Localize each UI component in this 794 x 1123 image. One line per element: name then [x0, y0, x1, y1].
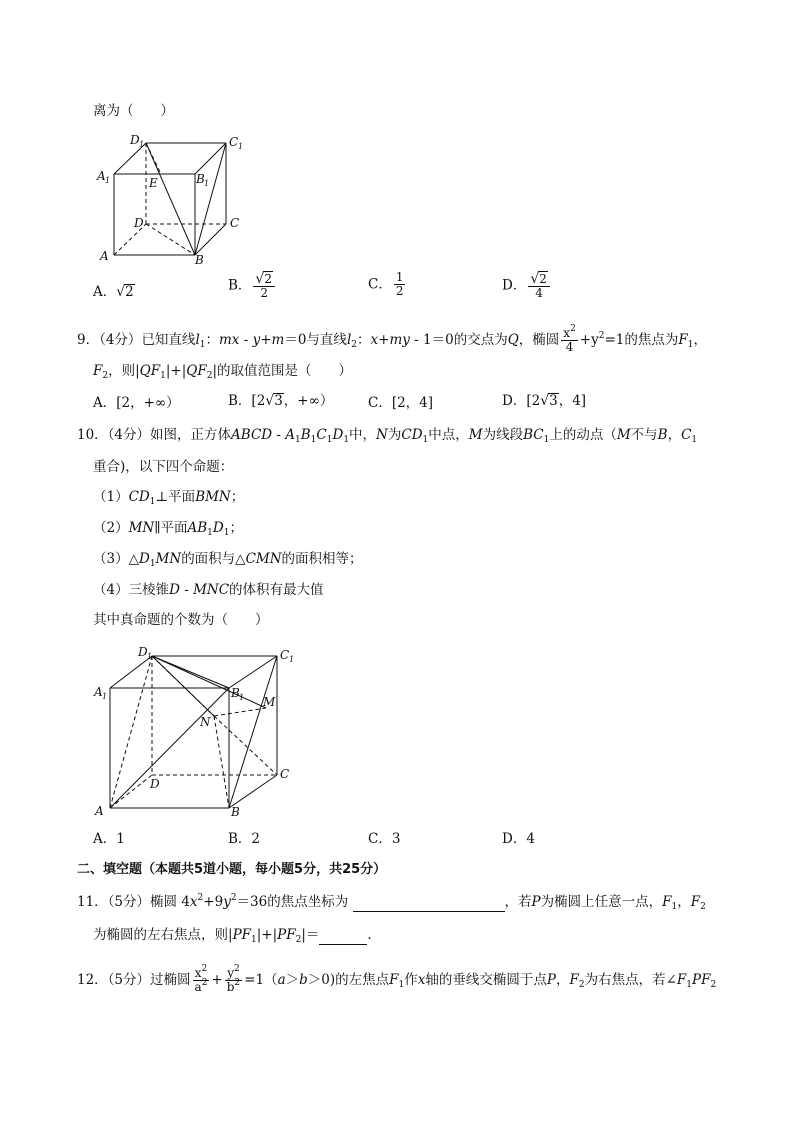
q10-option-d[interactable]: D．4: [502, 831, 535, 847]
q8-stem-tail: 离为（ ）: [93, 103, 174, 119]
q11-blank-1[interactable]: [353, 895, 505, 912]
q10-line-bc1: [229, 656, 277, 808]
q10-line-nb: [214, 716, 229, 808]
q10-edge-ad: [110, 775, 152, 808]
q8-label-d: D: [134, 216, 144, 230]
q8-label-a1: A: [97, 169, 106, 183]
q10-label-c: C: [280, 767, 290, 781]
q10-prop2: （2）MN∥平面$AB_1D_1$；: [93, 520, 243, 538]
q10-label-c1: C: [280, 648, 290, 662]
q10-ask: 其中真命题的个数为（ ）: [93, 612, 269, 628]
q10-option-a[interactable]: A．1: [93, 831, 125, 847]
q8-label-b1: B: [196, 172, 205, 186]
q10-line1: 10．（4分）如图，正方体ABCD - $A_1B_1C_1D_1$中，N为$CD_1$中点，M为线段$BC_1$上的动点（M不与B，$C_1$: [77, 427, 698, 445]
q10-cube-figure: [92, 638, 302, 820]
q9-option-b[interactable]: B．[2√3，+∞）: [228, 393, 334, 409]
svg-text:1: 1: [289, 655, 295, 664]
q10-prop3: $(3)\triangle D_1MN$的面积与△CMN的面积相等；: [93, 551, 363, 569]
q8-line-d1b: [146, 143, 195, 255]
q10-option-c[interactable]: C．3: [368, 831, 401, 847]
q8-label-e: E: [149, 176, 158, 190]
q8-label-b: B: [195, 253, 204, 267]
q10-label-n: N: [200, 715, 211, 729]
q10-label-b: B: [231, 805, 240, 819]
q12-line1: 12．（5分）过椭圆 $\frac{x^2}{a^2}$ + $\frac{y^2}{b^2}$ =1（a＞b＞0)的左焦点$F_1$作x轴的垂线交椭圆于点P，$F_2$为右焦点，若$\angle F_1PF_2$: [77, 964, 717, 994]
q8-line-db: [146, 224, 195, 255]
q9-option-c[interactable]: C．[2，4]: [368, 395, 434, 411]
q10-label-a: A: [95, 804, 104, 818]
svg-text:1: 1: [102, 692, 108, 701]
q10-line-nc: [214, 716, 277, 775]
q9-line2: $F_2$，则$|QF_1|+|QF_2|$的取值范围是（ ）: [93, 363, 352, 381]
section-fill-in-title: 二、填空题（本题共5道小题，每小题5分，共25分）: [77, 862, 387, 877]
q8-option-c[interactable]: C． $\frac{1}{2}$: [368, 270, 404, 298]
q10-label-b1: B: [231, 686, 240, 700]
q10-line-d1m: [152, 656, 266, 708]
q10-edge-b1c1: [229, 656, 277, 688]
q10-label-d: D: [150, 777, 160, 791]
q10-line-ab1: [110, 688, 229, 808]
q10-label-m: M: [263, 695, 276, 709]
q10-edge-a1d1: [110, 656, 152, 688]
q8-label-a: A: [100, 249, 109, 263]
q10-line-ad1: [110, 656, 152, 808]
q8-option-b[interactable]: B． $\frac{√2}{2}$: [228, 271, 277, 300]
svg-text:1: 1: [139, 140, 145, 149]
q11-line2: 为椭圆的左右焦点，则$|PF_1|+|PF_2|=$ ．: [93, 927, 381, 945]
q8-line-c1b: [195, 143, 226, 255]
q8-option-a[interactable]: A．√2: [93, 284, 134, 300]
q10-label-d1: D: [138, 645, 148, 659]
q10-label-a1: A: [94, 685, 103, 699]
q8-label-c1: C: [229, 135, 239, 149]
q9-option-a[interactable]: A．[2，+∞）: [93, 395, 180, 411]
svg-text:1: 1: [239, 693, 245, 702]
q8-option-d[interactable]: D． $\frac{√2}{4}$: [502, 271, 552, 300]
q8-label-d1: D: [130, 133, 140, 147]
q10-prop1: $(1)CD_1\perp$平面BMN；: [93, 489, 245, 507]
svg-text:1: 1: [105, 176, 111, 185]
q11-blank-2[interactable]: [319, 928, 367, 945]
q10-edge-cb: [229, 775, 277, 808]
svg-text:1: 1: [147, 652, 153, 661]
q10-option-b[interactable]: B．2: [228, 831, 261, 847]
q9-option-d[interactable]: D．[2√3，4]: [502, 393, 587, 409]
q11-line1: 11．（5分）椭圆 $4x^2+9y^2=36$的焦点坐标为 ，若P为椭圆上任意一点，$F_1$，$F_2$: [77, 893, 706, 912]
q10-line2: 重合)，以下四个命题：: [93, 459, 234, 475]
svg-text:1: 1: [238, 142, 244, 151]
q10-prop4: （4）三棱锥D - MNC的体积有最大值: [93, 582, 324, 598]
q8-cube-figure: [90, 128, 260, 268]
q8-label-c: C: [230, 216, 240, 230]
q9-line1: 9．（4分）已知直线$l_1$：mx - y+m＝0与直线$l_2$：x+my - 1＝0的交点为Q，椭圆 $\frac{x^2}{4}$ $+y^2=1$的焦点为$F_1$，: [77, 324, 707, 354]
svg-text:1: 1: [204, 179, 210, 188]
